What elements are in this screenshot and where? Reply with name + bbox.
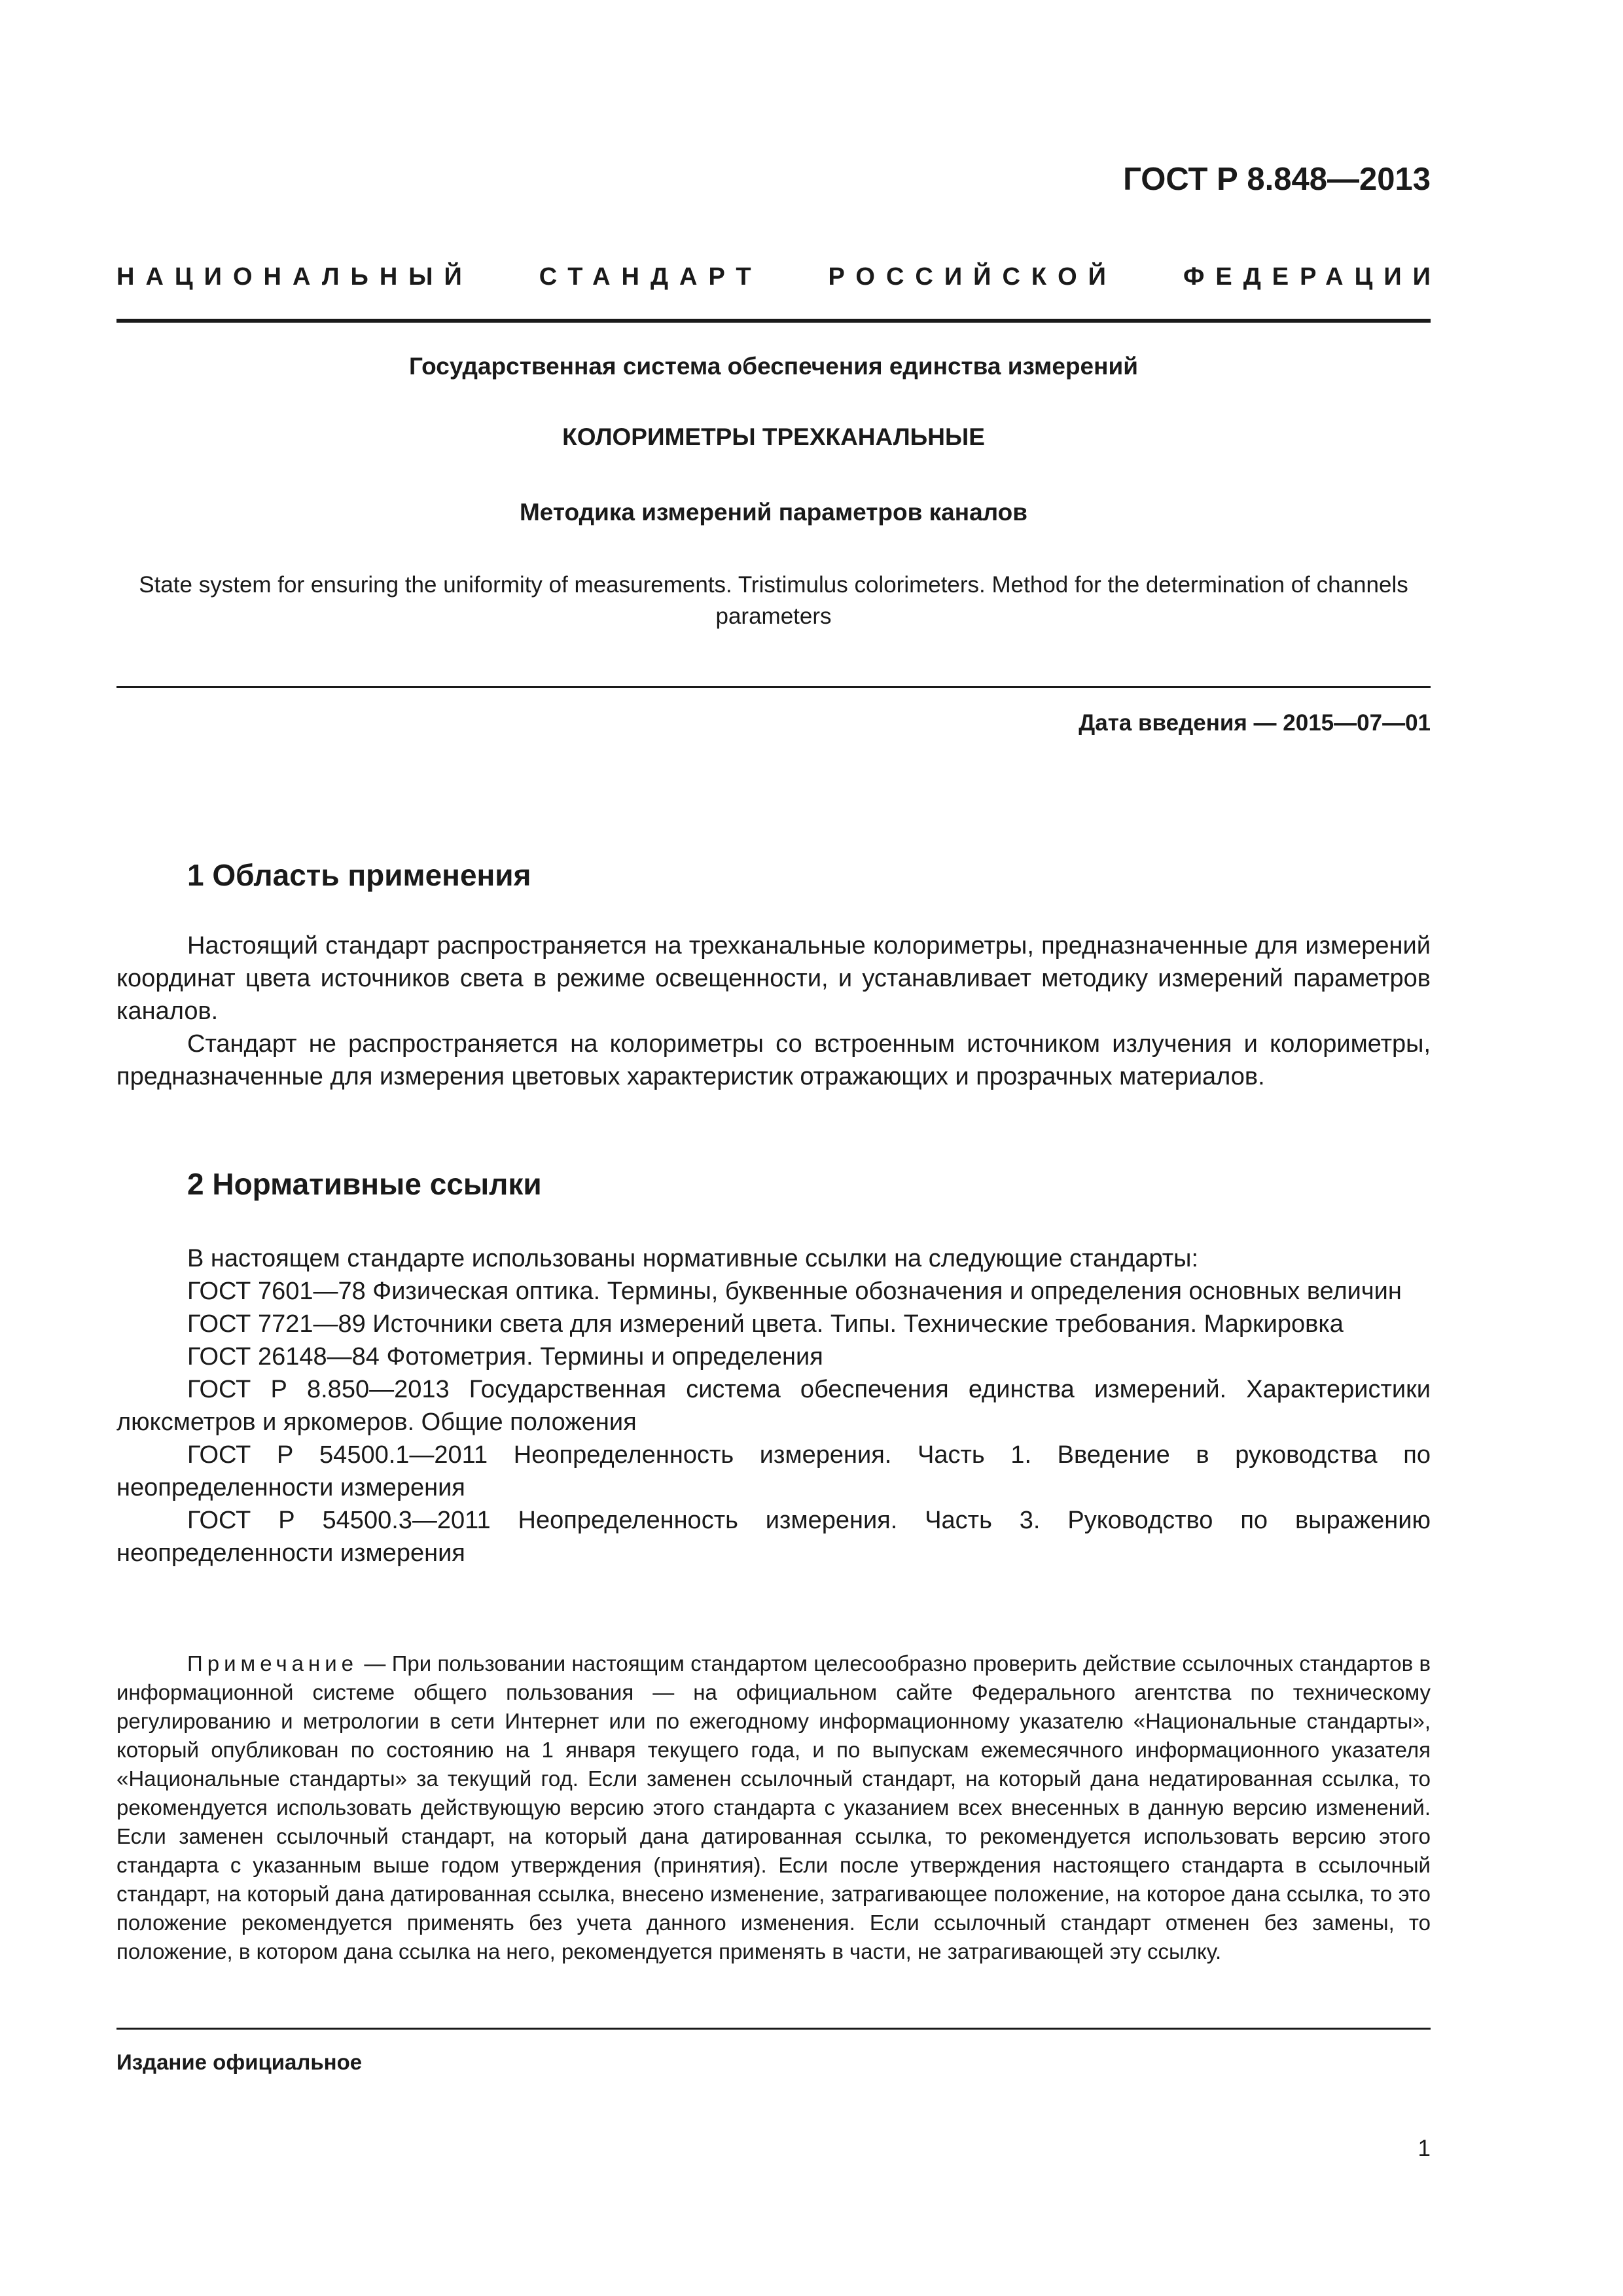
- reference-item: ГОСТ 7721—89 Источники света для измерений цвета. Типы. Технические требования. Маркировка: [187, 1310, 1344, 1338]
- reference-item: ГОСТ Р 54500.1—2011 Неопределенность измерения. Часть 1. Введение в руководства по неопределенности измерения: [116, 1441, 1431, 1501]
- section-1-body: [116, 929, 1431, 1093]
- reference-item: ГОСТ 26148—84 Фотометрия. Термины и определения: [187, 1343, 823, 1371]
- header-divider: [116, 319, 1431, 323]
- note-text: — При пользовании настоящим стандартом целесообразно проверить действие ссылочных стандартов в информационной системе общего пользования — на официальном сайте Федерального агентства по техническому регулированию и метрологии в сети Интернет или по ежегодному информационному указателю «Национальные стандарты», который опубликован по состоянию на 1 января текущего года, и по выпускам ежемесячного информационного указателя «Национальные стандарты» за текущий год. Если заменен ссылочный стандарт, на который дана недатированная ссылка, то рекомендуется использовать действующую версию этого стандарта с указанием всех внесенных в данную версию изменений. Если заменен ссылочный стандарт, на который дана датированная ссылка, то рекомендуется использовать версию этого стандарта с указанным выше годом утверждения (принятия). Если после утверждения настоящего стандарта в ссылочный стандарт, на который дана датированная ссылка, внесено изменение, затрагивающее положение, на которое дана ссылка, то это положение рекомендуется применять без учета данного изменения. Если ссылочный стандарт отменен без замены, то положение, в котором дана ссылка на него, рекомендуется применять в части, не затрагивающей эту ссылку.: [116, 1651, 1431, 1964]
- reference-item: ГОСТ Р 8.850—2013 Государственная система обеспечения единства измерений. Характеристики люксметров и яркомеров. Общие положения: [116, 1376, 1431, 1436]
- national-title-word: СТАНДАРТ: [539, 263, 762, 291]
- method-title: Методика измерений параметров каналов: [519, 499, 1028, 526]
- standard-name: КОЛОРИМЕТРЫ ТРЕХКАНАЛЬНЫЕ: [562, 423, 985, 450]
- national-title-word: ФЕДЕРАЦИИ: [1183, 263, 1442, 291]
- national-title-word: РОССИЙСКОЙ: [828, 263, 1117, 291]
- title-divider: [116, 686, 1431, 688]
- section-2-heading: 2 Нормативные ссылки: [187, 1167, 542, 1201]
- national-title-word: НАЦИОНАЛЬНЫЙ: [116, 263, 473, 291]
- section-1-heading: 1 Область применения: [187, 858, 531, 892]
- system-title: Государственная система обеспечения единства измерений: [409, 353, 1138, 380]
- paragraph: Стандарт не распространяется на колориметры со встроенным источником излучения и колориметры, предназначенные для измерения цветовых характеристик отражающих и прозрачных материалов.: [116, 1030, 1431, 1090]
- section-2-body: [116, 1242, 1431, 1570]
- page-number: 1: [1418, 2136, 1431, 2161]
- paragraph: Настоящий стандарт распространяется на трехканальные колориметры, предназначенные для измерений координат цвета источников света в режиме освещенности, и устанавливает методику измерений параметров каналов.: [116, 932, 1431, 1025]
- edition-label: Издание официальное: [116, 2050, 363, 2074]
- footer-divider: [116, 2028, 1431, 2030]
- paragraph: В настоящем стандарте использованы нормативные ссылки на следующие стандарты:: [187, 1245, 1199, 1272]
- gost-code: ГОСТ Р 8.848—2013: [1123, 162, 1431, 197]
- english-title: State system for ensuring the uniformity of measurements. Tristimulus colorimeters. Method for the determination of channels parameters: [139, 572, 1408, 629]
- note-label: Примечание: [187, 1651, 359, 1676]
- reference-item: ГОСТ 7601—78 Физическая оптика. Термины, буквенные обозначения и определения основных величин: [187, 1278, 1402, 1305]
- intro-date: Дата введения — 2015—07—01: [1079, 710, 1431, 736]
- reference-item: ГОСТ Р 54500.3—2011 Неопределенность измерения. Часть 3. Руководство по выражению неопределенности измерения: [116, 1507, 1431, 1567]
- national-standard-title: [116, 263, 1442, 291]
- note-block: [116, 1649, 1431, 1966]
